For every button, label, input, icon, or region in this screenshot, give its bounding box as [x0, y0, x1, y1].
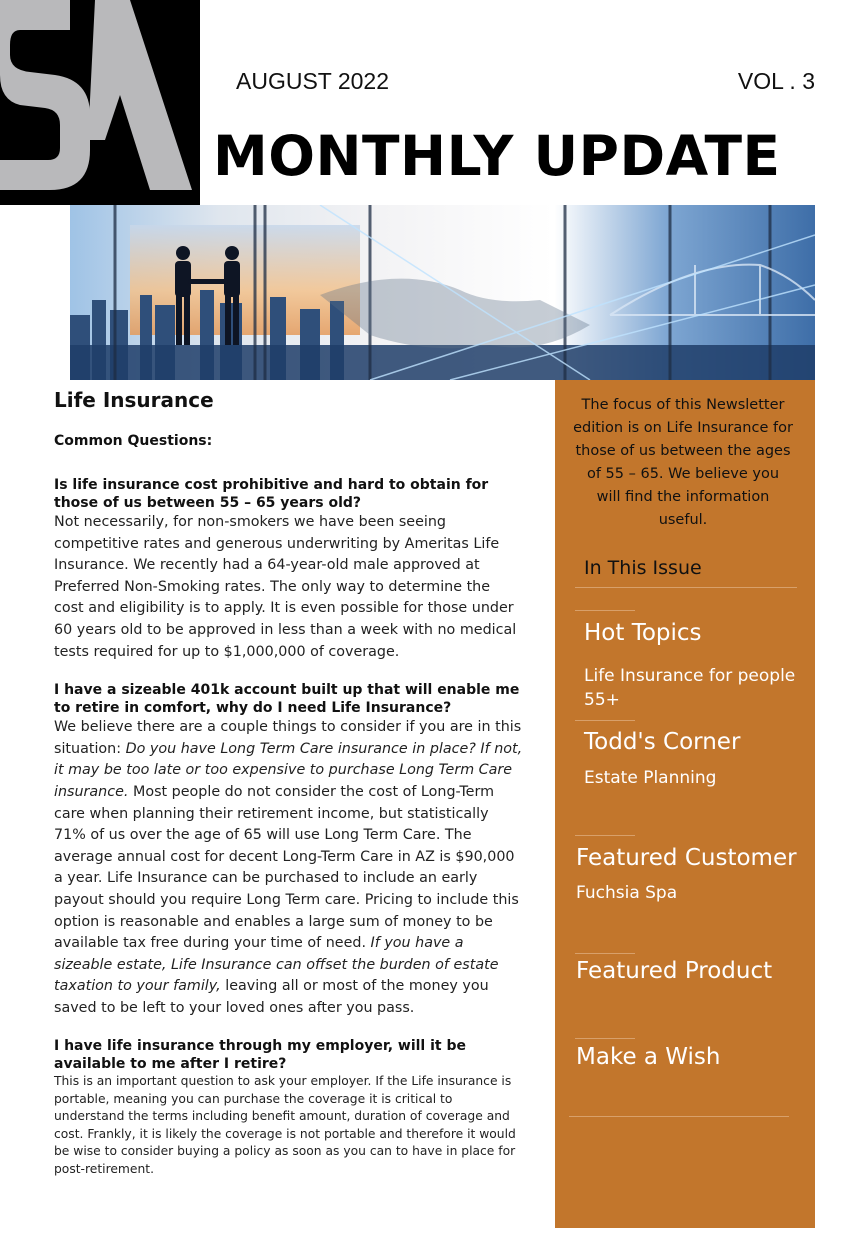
sidebar-item-todds-corner-sub: Estate Planning [584, 768, 717, 788]
answer-1: Not necessarily, for non-smokers we have been seeing competitive rates and generous underwriting by Ameritas Life Insurance. We recently had a 64-year-old male approved at Preferred Non-Smoking rates. The only way to determine the cost and eligibility is to apply. It is even possible for those under 60 years old to be approved in less than a week with no medical tests required for up to $1,000,000 of coverage. [54, 514, 517, 660]
divider [575, 1038, 635, 1039]
sidebar-item-featured-product[interactable]: Featured Product [576, 958, 773, 984]
banner-image [70, 205, 815, 380]
answer-2-italic-1: Do you have Long Term Care insurance in place? If not, it may be too late or too expensive to purchase Long Term Care insurance. [54, 740, 523, 800]
divider [575, 835, 635, 836]
divider [569, 1116, 789, 1117]
sidebar-item-make-a-wish[interactable]: Make a Wish [576, 1044, 721, 1070]
masthead-title: MONTHLY UPDATE [213, 124, 781, 188]
issue-date: AUGUST 2022 [236, 68, 389, 94]
answer-2 [54, 717, 524, 1019]
question-3: I have life insurance through my employer, will it be available to me after I retire? [54, 1038, 466, 1073]
sidebar-intro: The focus of this Newsletter edition is on Life Insurance for those of us between the ages of 55 – 65. We believe you will find the information useful. [573, 397, 793, 528]
answer-2-intro: We believe there are a couple things to consider if you are in this situation: [54, 719, 522, 757]
sidebar-item-todds-corner[interactable]: Todd's Corner [584, 729, 741, 755]
answer-2-body: Most people do not consider the cost of Long-Term care when planning their retirement income, but statistically 71% of us over the age of 65 will use Long Term Care. The average annual cost for decent Long-Term Care in AZ is $90,000 a year. Life Insurance can be purchased to include an early payout should you require Long Term care. Pricing to include this option is reasonable and enables a large sum of money to be available tax free during your time of need. [54, 783, 519, 952]
article-subtitle: Common Questions: [54, 433, 213, 449]
divider [575, 587, 797, 588]
answer-2-italic-2: If you have a sizeable estate, Life Insurance can offset the burden of estate taxation to your family, [54, 935, 499, 995]
article-title: Life Insurance [54, 388, 214, 412]
answer-2-end: leaving all or most of the money you saved to be left to your loved ones after you pass. [54, 978, 489, 1016]
in-this-issue-heading: In This Issue [584, 557, 702, 579]
divider [575, 610, 635, 611]
divider [575, 720, 635, 721]
sa-logo-mark [0, 0, 200, 205]
answer-3: This is an important question to ask your employer. If the Life insurance is portable, meaning you can purchase the coverage it is critical to understand the terms including benefit amount, duration of coverage and cost. Frankly, it is likely the coverage is not portable and therefore it would be wise to consider buying a policy as soon as you can to have in place for post-retirement. [54, 1074, 516, 1176]
sidebar [555, 380, 815, 1228]
divider [575, 953, 635, 954]
sidebar-item-featured-customer[interactable]: Featured Customer [576, 845, 797, 871]
issue-volume: VOL . 3 [737, 68, 815, 94]
sidebar-item-featured-customer-sub: Fuchsia Spa [576, 883, 678, 903]
sidebar-item-hot-topics-sub: Life Insurance for people 55+ [584, 666, 796, 710]
main-article [54, 388, 524, 1196]
sidebar-item-hot-topics[interactable]: Hot Topics [584, 620, 702, 646]
question-1: Is life insurance cost prohibitive and hard to obtain for those of us between 55 – 65 years old? [54, 477, 489, 511]
logo [0, 0, 200, 205]
question-2: I have a sizeable 401k account built up that will enable me to retire in comfort, why do I need Life Insurance? [54, 682, 520, 717]
